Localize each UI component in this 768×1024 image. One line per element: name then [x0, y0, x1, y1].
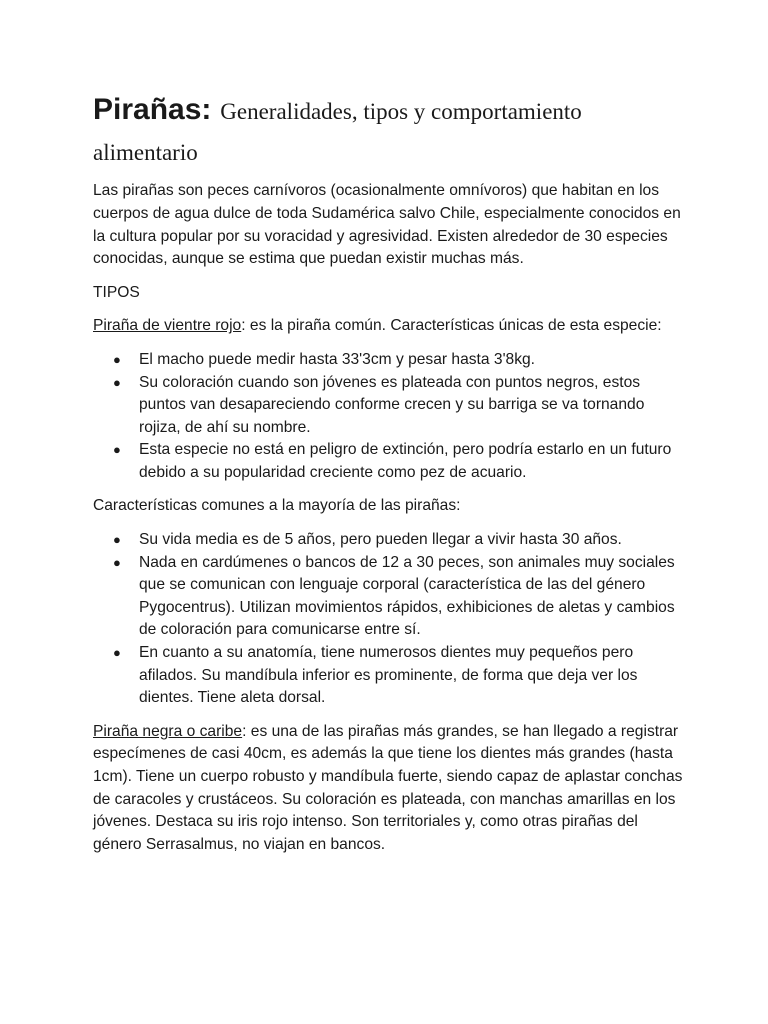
- roja-description: : es la piraña común. Características únicas de esta especie:: [241, 317, 662, 335]
- list-item: [93, 372, 683, 440]
- bullet-icon: ●: [113, 554, 121, 570]
- list-item: [93, 552, 683, 642]
- bullet-icon: ●: [113, 532, 121, 548]
- negra-description: : es una de las pirañas más grandes, se han llegado a registrar especímenes de casi 40cm, es además la que tiene los dientes más grandes (hasta 1cm). Tiene un cuerpo robusto y mandíbula fuerte, siendo capaz de aplastar conchas de caracoles y crustáceos. Su coloración es plateada, con manchas amarillas en los jóvenes. Destaca su iris rojo intenso. Son territoriales y, como otras pirañas del género Serrasalmus, no viajan en bancos.: [93, 722, 683, 853]
- roja-name: Piraña de vientre rojo: [93, 317, 242, 335]
- list-item-text: Su vida media es de 5 años, pero pueden llegar a vivir hasta 30 años.: [139, 531, 622, 549]
- title-main: Pirañas:: [93, 93, 212, 126]
- list-item: [93, 529, 683, 552]
- comunes-list: [93, 529, 683, 710]
- title-subtitle: Generalidades, tipos y comportamiento alimentario: [93, 99, 582, 166]
- list-item-text: Su coloración cuando son jóvenes es plateada con puntos negros, estos puntos van desapareciendo conforme crecen y su barriga se va tornando rojiza, de ahí su nombre.: [139, 373, 645, 436]
- negra-paragraph: [93, 721, 683, 857]
- list-item: [93, 439, 683, 484]
- list-item-text: En cuanto a su anatomía, tiene numerosos dientes muy pequeños pero afilados. Su mandíbula inferior es prominente, de forma que deja ver los dientes. Tiene aleta dorsal.: [139, 644, 638, 707]
- bullet-icon: ●: [113, 374, 121, 390]
- list-item: [93, 642, 683, 710]
- list-item-text: Esta especie no está en peligro de extinción, pero podría estarlo en un futuro debido a su popularidad creciente como pez de acuario.: [139, 441, 672, 481]
- bullet-icon: ●: [113, 645, 121, 661]
- intro-paragraph: Las pirañas son peces carnívoros (ocasionalmente omnívoros) que habitan en los cuerpos de agua dulce de toda Sudamérica salvo Chile, especialmente conocidos en la cultura popular por su voracidad y agresividad. Existen alrededor de 30 especies conocidas, aunque se estima que puedan existir muchas más.: [93, 182, 681, 268]
- roja-paragraph: [93, 315, 683, 338]
- document-title: [93, 88, 683, 170]
- bullet-icon: ●: [113, 442, 121, 458]
- roja-list: [93, 349, 683, 485]
- negra-name: Piraña negra o caribe: [93, 722, 243, 740]
- document-page: [93, 88, 683, 867]
- list-item-text: Nada en cardúmenes o bancos de 12 a 30 peces, son animales muy sociales que se comunican con lenguaje corporal (característica de las del género Pygocentrus). Utilizan movimientos rápidos, exhibiciones de aletas y cambios de coloración para comunicarse entre sí.: [139, 553, 675, 639]
- list-item-text: El macho puede medir hasta 33'3cm y pesar hasta 3'8kg.: [139, 350, 536, 368]
- tipos-heading: TIPOS: [93, 283, 140, 301]
- list-item: [93, 349, 683, 372]
- comunes-heading: Características comunes a la mayoría de las pirañas:: [93, 497, 461, 515]
- bullet-icon: ●: [113, 351, 121, 367]
